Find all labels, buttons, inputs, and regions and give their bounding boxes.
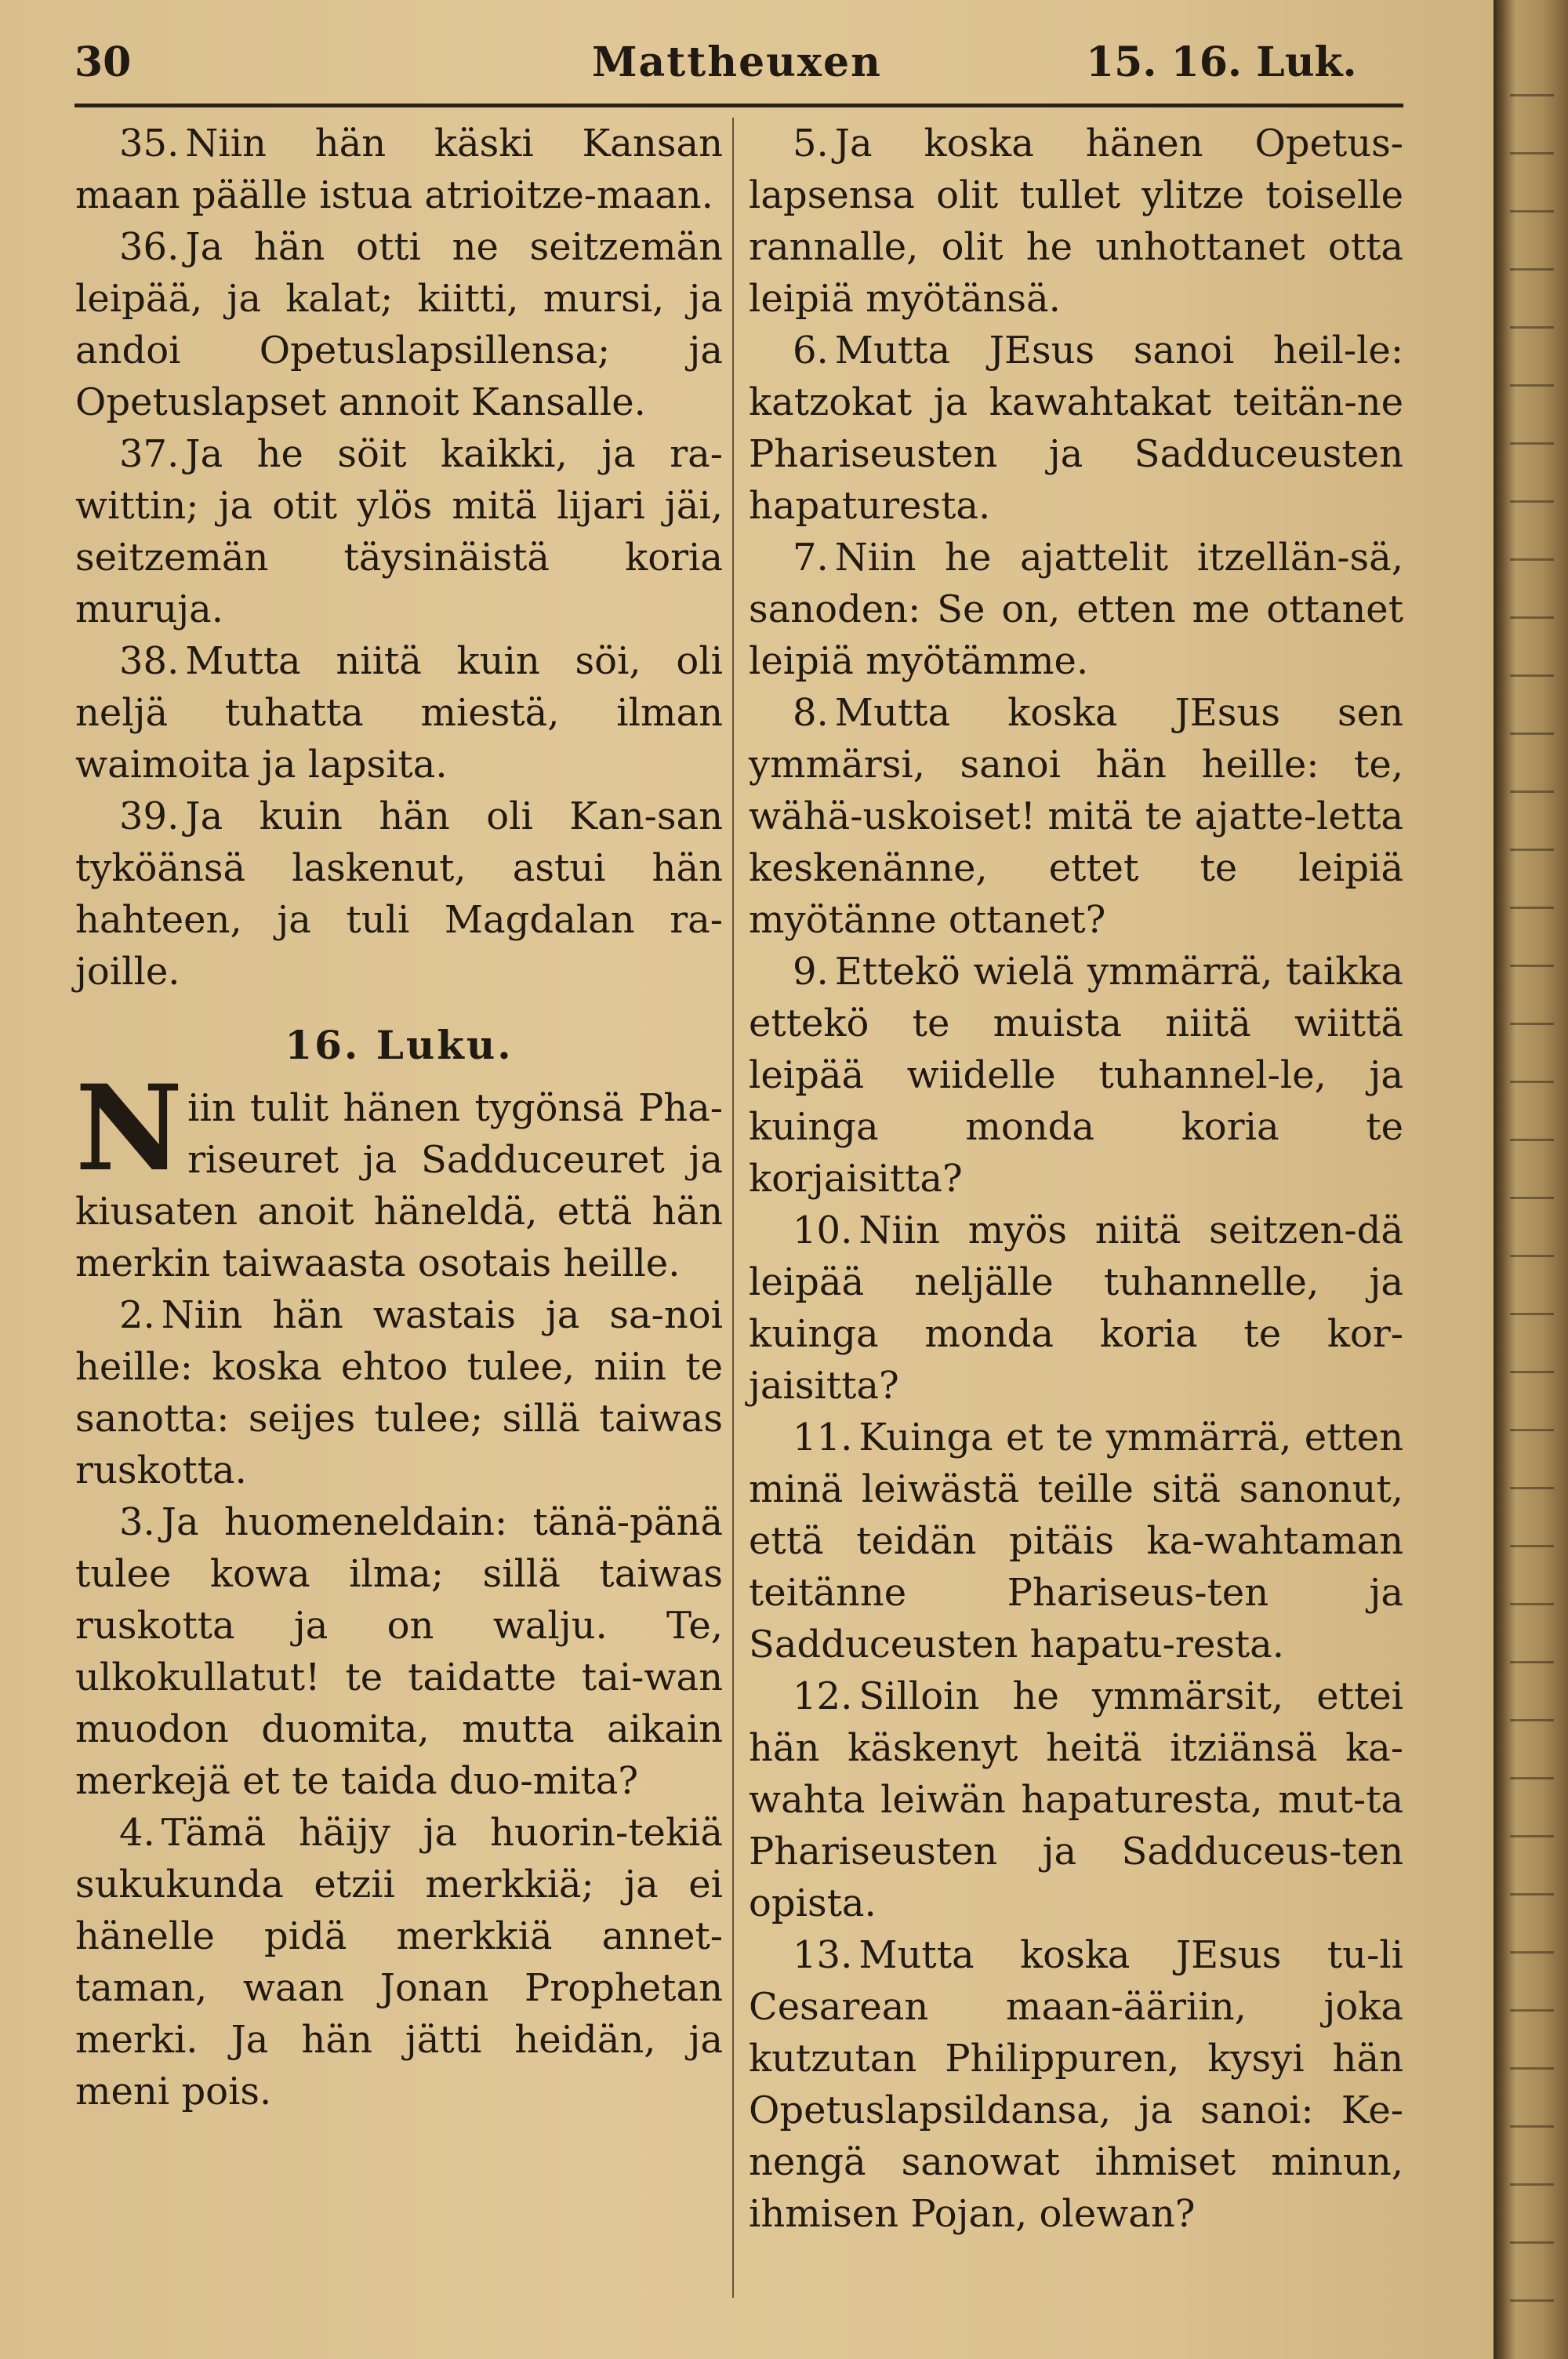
verse-paragraph <box>75 791 723 998</box>
verse-number: 2. <box>119 1293 155 1337</box>
verse-number: 13. <box>793 1933 853 1977</box>
first-verse-text: iin tulit hänen tygönsä Pha-riseuret ja Sadduceuret ja kiusaten anoit häneldä, että hän merkin taiwaasta osotais heille. <box>75 1086 723 1285</box>
verse-paragraph <box>749 1929 1403 2240</box>
page-edge-line <box>1510 1893 1554 1896</box>
page-edge-line <box>1510 384 1554 387</box>
page-edge-line <box>1510 2183 1554 2186</box>
verse-paragraph <box>749 532 1403 687</box>
page-edge-line <box>1510 268 1554 271</box>
page-edge-line <box>1510 1777 1554 1779</box>
verse-paragraph <box>75 1807 723 2117</box>
verse-paragraph <box>75 428 723 635</box>
verse-paragraph <box>749 946 1403 1205</box>
page-edge-line <box>1510 558 1554 561</box>
page-edge-line <box>1510 1197 1554 1199</box>
running-header <box>74 31 1415 94</box>
page-edge-line <box>1510 1487 1554 1489</box>
page-number: 30 <box>74 38 132 86</box>
page-edge-line <box>1510 1951 1554 1954</box>
page-edge-line <box>1510 732 1554 735</box>
page-edge-line <box>1510 1603 1554 1605</box>
verse-number: 11. <box>793 1416 853 1459</box>
page-edge-line <box>1510 965 1554 967</box>
chapter-first-verse <box>75 1060 723 1289</box>
page-edge-line <box>1510 907 1554 909</box>
verse-paragraph <box>749 325 1403 532</box>
page-edge-line <box>1510 94 1554 96</box>
verse-text: Tämä häijy ja huorin-tekiä sukukunda etzii merkkiä; ja ei hänelle pidä merkkiä annet-taman, waan Jonan Prophetan merki. Ja hän jätti heidän, ja meni pois. <box>75 1811 723 2114</box>
book-title: Mattheuxen <box>592 38 882 86</box>
verse-paragraph <box>749 1670 1403 1929</box>
verse-number: 7. <box>793 536 829 580</box>
page-edge-line <box>1510 442 1554 445</box>
page-edge-line <box>1510 500 1554 503</box>
verse-text: Kuinga et te ymmärrä, etten minä leiwästä teille sitä sanonut, että teidän pitäis ka-wahtaman teitänne Phariseus-ten ja Sadduceusten hapatu-resta. <box>749 1416 1403 1667</box>
page-edge-line <box>1510 1429 1554 1431</box>
verse-text: Ja he söit kaikki, ja ra-wittin; ja otit ylös mitä lijari jäi, seitzemän täysinäistä koria muruja. <box>75 432 723 631</box>
page-edge-line <box>1510 1081 1554 1083</box>
verse-number: 5. <box>793 122 829 165</box>
verse-paragraph <box>749 118 1403 325</box>
verse-paragraph <box>75 221 723 428</box>
page-edge-line <box>1510 1023 1554 1025</box>
page-edge-line <box>1510 210 1554 213</box>
verse-text: Ja kuin hän oli Kan-san tyköänsä laskenut, astui hän hahteen, ja tuli Magdalan ra-joille. <box>75 794 723 994</box>
verse-paragraph <box>75 118 723 221</box>
verse-number: 3. <box>119 1500 155 1544</box>
page-edge-line <box>1510 326 1554 329</box>
verse-text: Ja hän otti ne seitzemän leipää, ja kalat; kiitti, mursi, ja andoi Opetuslapsillensa; ja Opetuslapset annoit Kansalle. <box>75 225 723 424</box>
page-edge-line <box>1510 1719 1554 1721</box>
page-edge-line <box>1510 2067 1554 2070</box>
verse-text: Ettekö wielä ymmärrä, taikka ettekö te muista niitä wiittä leipää wiidelle tuhannel-le, ja kuinga monda koria te korjaisitta? <box>749 950 1403 1201</box>
verse-number: 39. <box>119 794 180 838</box>
page-edge-line <box>1510 1255 1554 1257</box>
page-edge-line <box>1510 1371 1554 1373</box>
verse-number: 12. <box>793 1674 853 1718</box>
verse-paragraph <box>749 1412 1403 1670</box>
page-edge-line <box>1510 2241 1554 2244</box>
verse-text: Niin hän wastais ja sa-noi heille: koska ehtoo tulee, niin te sanotta: seijes tulee; sillä taiwas ruskotta. <box>75 1293 723 1492</box>
page-edge-line <box>1510 616 1554 619</box>
verse-number: 38. <box>119 639 180 683</box>
chapter-range: 15. 16. Luk. <box>1086 38 1357 86</box>
verse-number: 9. <box>793 950 829 994</box>
page-edge-line <box>1510 1139 1554 1141</box>
verse-paragraph <box>75 635 723 791</box>
verse-number: 35. <box>119 122 180 165</box>
verse-paragraph <box>75 1289 723 1496</box>
verse-text: Silloin he ymmärsit, ettei hän käskenyt heitä itziänsä ka-wahta leiwän hapaturesta, mut-ta Phariseusten ja Sadduceus-ten opista. <box>749 1674 1403 1925</box>
verse-number: 8. <box>793 691 829 735</box>
page-edge-line <box>1510 1835 1554 1837</box>
verse-text: Mutta niitä kuin söi, oli neljä tuhatta miestä, ilman waimoita ja lapsita. <box>75 639 723 787</box>
verse-paragraph <box>75 1496 723 1807</box>
page-edge-stack <box>1494 0 1568 2359</box>
verse-number: 4. <box>119 1811 155 1855</box>
verse-text: Niin hän käski Kansan maan päälle istua atrioitze-maan. <box>75 122 723 217</box>
right-column <box>749 118 1403 2240</box>
verse-number: 6. <box>793 329 829 373</box>
page-edge-line <box>1510 152 1554 154</box>
verse-number: 10. <box>793 1209 853 1252</box>
page-edge-line <box>1510 674 1554 677</box>
verse-number: 37. <box>119 432 180 476</box>
left-column <box>75 118 723 2117</box>
header-rule <box>74 104 1403 107</box>
drop-cap: N <box>75 1060 183 1198</box>
page-edge-line <box>1510 791 1554 793</box>
page-edge-line <box>1510 849 1554 851</box>
verse-text: Mutta JEsus sanoi heil-le: katzokat ja kawahtakat teitän-ne Phariseusten ja Sadduceusten hapaturesta. <box>749 329 1403 528</box>
page-edge-line <box>1510 2009 1554 2012</box>
verse-text: Mutta koska JEsus sen ymmärsi, sanoi hän heille: te, wähä-uskoiset! mitä te ajatte-letta keskenänne, ettet te leipiä myötänne ottanet? <box>749 691 1403 942</box>
page-edge-line <box>1510 1545 1554 1547</box>
verse-text: Ja huomeneldain: tänä-pänä tulee kowa ilma; sillä taiwas ruskotta ja on walju. Te, ulkokullatut! te taidatte tai-wan muodon duomita, mutta aikain merkejä et te taida duo-mita? <box>75 1500 723 1803</box>
verse-text: Ja koska hänen Opetus-lapsensa olit tullet ylitze toiselle rannalle, olit he unhottanet otta leipiä myötänsä. <box>749 122 1403 321</box>
page-edge-line <box>1510 2125 1554 2128</box>
verse-number: 36. <box>119 225 180 269</box>
page-edge-line <box>1510 1661 1554 1663</box>
page-edge-line <box>1510 1313 1554 1315</box>
verse-paragraph <box>749 1205 1403 1412</box>
verse-text: Niin myös niitä seitzen-dä leipää neljälle tuhannelle, ja kuinga monda koria te kor-jaisitta? <box>749 1209 1403 1408</box>
page-edge-line <box>1510 2299 1554 2302</box>
verse-text: Niin he ajattelit itzellän-sä, sanoden: Se on, etten me ottanet leipiä myötämme. <box>749 536 1403 683</box>
chapter-heading: 16. Luku. <box>285 1022 514 1068</box>
verse-paragraph <box>749 687 1403 946</box>
verse-text: Mutta koska JEsus tu-li Cesarean maan-ääriin, joka kutzutan Philippuren, kysyi hän Opetuslapsildansa, ja sanoi: Ke-nengä sanowat ihmiset minun, ihmisen Pojan, olewan? <box>749 1933 1403 2236</box>
column-divider <box>732 118 734 2298</box>
